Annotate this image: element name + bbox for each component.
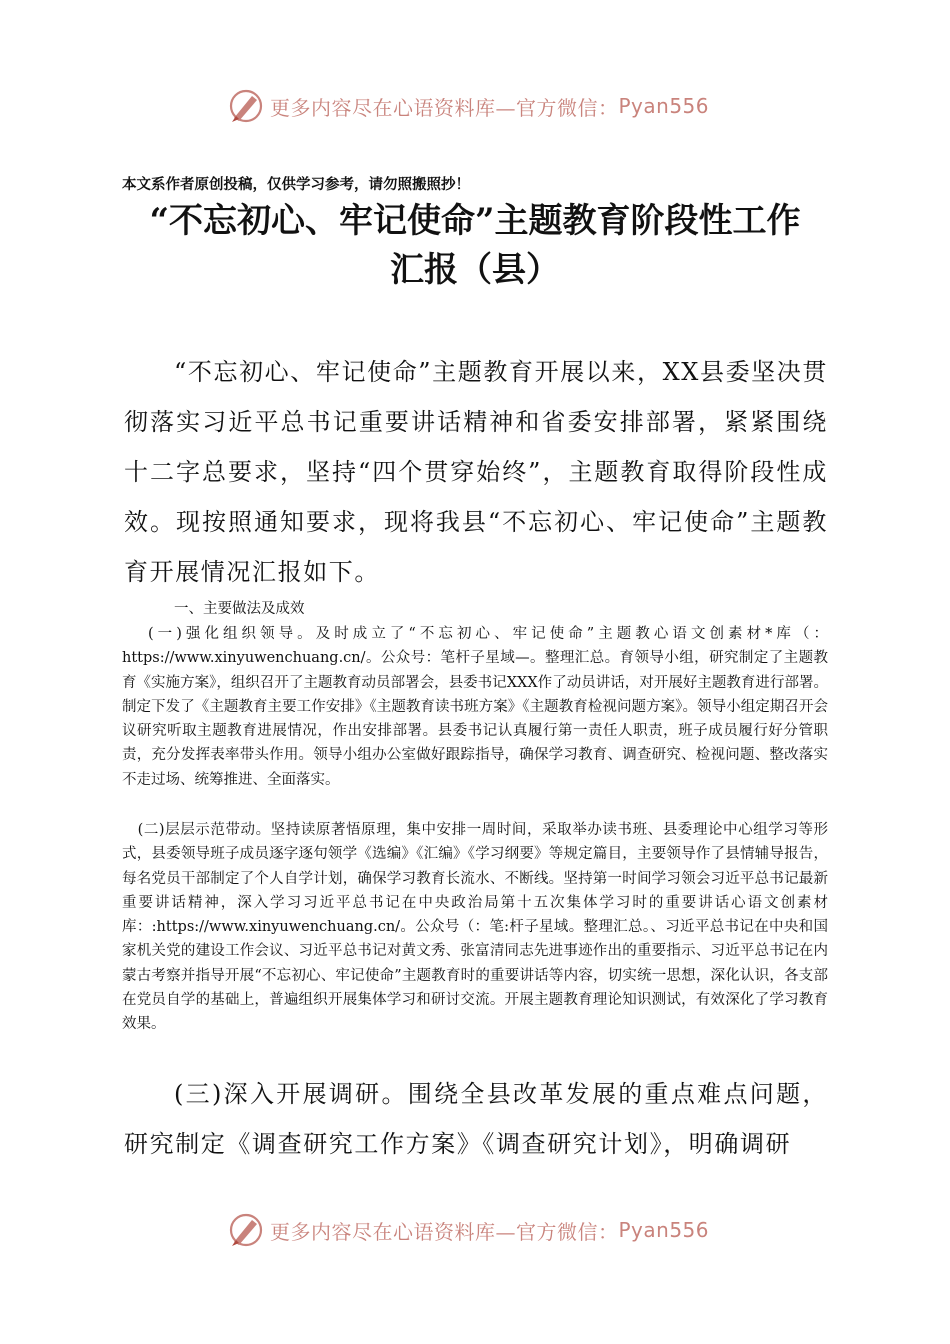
paragraph-demonstration-text: (二)层层示范带动。坚持读原著悟原理，集中安排一周时间，采取举办读书班、县委理论中心组学习等形式，县委领导班子成员逐字逐句领学《选编》《汇编》《学习纲要》等规定篇目，主要领导作了县情辅导报告，每名党员干部制定了个人自学计划，确保学习教育长流水、不断线。坚持第一时间学习领会习近平总书记最新重要讲话精神，深入学习习近平总书记在中央政治局第十五次集体学习时的重要讲话心语文创素材库：:https://www.xinyuwenchuang.cn/。公众号（：笔:杆子星域。整理汇总。、习近平总书记在中央和国家机关党的建设工作会议、习近平总书记对黄文秀、张富清同志先进事迹作出的重要指示、习近平总书记在内蒙古考察并指导开展“不忘初心、牢记使命”主题教育时的重要讲话等内容，切实统一思想，深化认识，各支部在党员自学的基础上，普遍组织开展集体学习和研讨交流。开展主题教育理论知识测试，有效深化了学习教育效果。 — [122, 822, 829, 1033]
intro-text: “不忘初心、牢记使命”主题教育开展以来，XX县委坚决贯彻落实习近平总书记重要讲话精神和省委安排部署，紧紧围绕十二字总要求，坚持“四个贯穿始终”，主题教育取得阶段性成效。现按照通知要求，现将我县“不忘初心、牢记使命”主题教育开展情况汇报如下。 — [124, 358, 828, 586]
paragraph-organization — [122, 622, 828, 792]
paragraph-research-text: (三)深入开展调研。围绕全县改革发展的重点难点问题，研究制定《调查研究工作方案》《调查研究计划》，明确调研 — [124, 1080, 828, 1158]
watermark-header — [228, 86, 709, 126]
watermark-footer — [228, 1210, 709, 1250]
intro-paragraph — [124, 347, 828, 597]
paragraph-demonstration — [122, 818, 828, 1037]
watermark-handle: Pyan556 — [618, 94, 710, 118]
document-title-line1: “不忘初心、牢记使命”主题教育阶段性工作 — [149, 201, 801, 241]
watermark-text: 更多内容尽在心语资料库—官方微信： — [270, 1219, 619, 1244]
paragraph-organization-text: (一)强化组织领导。及时成立了“不忘初心、牢记使命”主题教心语文创素材*库（：https://www.xinyuwenchuang.cn/。公众号：笔杆子星域—。整理汇总。育领导小组，研究制定了主题教育《实施方案》，组织召开了主题教育动员部署会，县委书记XXX作了动员讲话，对开展好主题教育进行部署。制定下发了《主题教育主要工作安排》《主题教育读书班方案》《主题教育检视问题方案》。领导小组定期召开会议研究听取主题教育进展情况，作出安排部署。县委书记认真履行第一责任人职责，班子成员履行好分管职责，充分发挥表率带头作用。领导小组办公室做好跟踪指导，确保学习教育、调查研究、检视问题、整改落实不走过场、统筹推进、全面落实。 — [122, 626, 829, 788]
paragraph-research — [124, 1069, 828, 1169]
section-heading: 一、主要做法及成效 — [174, 601, 305, 617]
document-title-line2: 汇报（县） — [390, 250, 560, 290]
watermark-handle: Pyan556 — [618, 1218, 710, 1242]
pen-logo-icon — [228, 1212, 264, 1248]
watermark-text: 更多内容尽在心语资料库—官方微信： — [270, 95, 619, 120]
pen-logo-icon — [228, 88, 264, 124]
author-note: 本文系作者原创投稿，仅供学习参考，请勿照搬照抄！ — [122, 176, 470, 193]
